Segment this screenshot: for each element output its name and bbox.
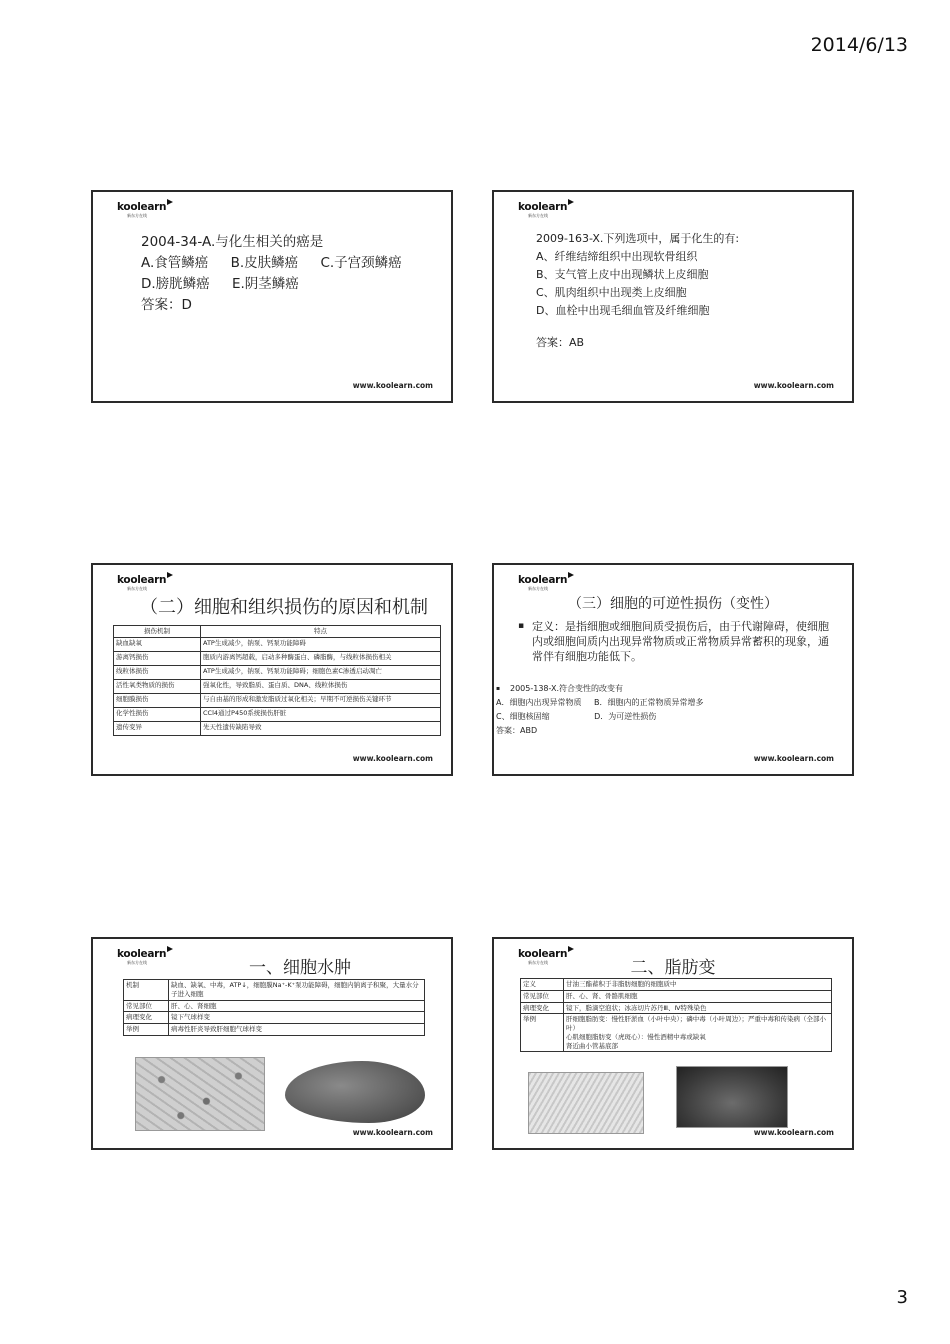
- slide-fatty-change: [492, 937, 854, 1150]
- table-row: [521, 990, 832, 1002]
- option-a: A.食管鳞癌: [141, 255, 209, 271]
- options-row-1: [496, 696, 814, 710]
- table-row: [114, 679, 441, 693]
- options-row-2: [141, 274, 420, 295]
- table-row: [114, 637, 441, 651]
- answer-text: 答案：AB: [536, 336, 585, 349]
- table-cell: 游离钙损伤: [114, 651, 201, 665]
- logo-subtext: 新东方在线: [127, 585, 147, 591]
- table-cell: 机制: [124, 980, 169, 1001]
- table-cell: 活性氧类物质的损伤: [114, 679, 201, 693]
- table-row: [521, 979, 832, 991]
- definition-text: ▪ 定义：是指细胞或细胞间质受损伤后，由于代谢障碍，使细胞内或细胞间质内出现异常物质或正常物质异常蓄积的现象，通常伴有细胞功能低下。: [518, 619, 836, 664]
- slide-reversible-injury: [492, 563, 854, 776]
- logo-text: koolearn: [117, 574, 167, 586]
- table-cell: CCl4通过P450系统损伤肝脏: [201, 707, 441, 721]
- answer-text: 答案：ABD: [496, 726, 538, 735]
- page-number: 3: [896, 1287, 908, 1308]
- koolearn-logo: [117, 202, 166, 218]
- table-cell: ATP生成减少，钠泵、钙泵功能障碍；细胞色素C渗透启动凋亡: [201, 665, 441, 679]
- footer-url: www.koolearn.com: [753, 754, 834, 763]
- logo-text: koolearn: [117, 201, 167, 213]
- slide-metaplasia-question-1: [91, 190, 453, 403]
- logo-subtext: 新东方在线: [127, 959, 147, 965]
- swollen-liver-image: [281, 1057, 433, 1129]
- table-cell: 定义: [521, 979, 564, 991]
- table-cell: 缺血缺氧: [114, 637, 201, 651]
- table-row: [114, 721, 441, 735]
- table-cell: ATP生成减少，钠泵、钙泵功能障碍: [201, 637, 441, 651]
- logo-text: koolearn: [518, 201, 568, 213]
- fatty-liver-micrograph-image: [528, 1072, 644, 1134]
- table-row: [124, 980, 425, 1001]
- table-cell: 强氧化性，导致脂质、蛋白质、DNA、线粒体损伤: [201, 679, 441, 693]
- slide-title: （二）细胞和组织损伤的原因和机制: [140, 597, 428, 618]
- slide-title: （三）细胞的可逆性损伤（变性）: [568, 596, 778, 612]
- option-b: B.皮肤鳞癌: [230, 255, 299, 271]
- table-cell: 先天性遗传缺陷导致: [201, 721, 441, 735]
- table-row: [521, 1014, 832, 1052]
- logo-subtext: 新东方在线: [528, 212, 548, 218]
- option-c: C.子宫颈鳞癌: [320, 255, 402, 271]
- table-cell: 胞质内游离钙超载，启动多种酶蛋白、磷脂酶，与线粒体损伤相关: [201, 651, 441, 665]
- micrograph-ballooning-image: [135, 1057, 265, 1131]
- question-block: [496, 682, 814, 738]
- table-cell: 化学性损伤: [114, 707, 201, 721]
- logo-text: koolearn: [117, 948, 167, 960]
- footer-url: www.koolearn.com: [352, 1128, 433, 1137]
- table-cell: 肝细胞脂肪变：慢性肝淤血（小叶中央）；磷中毒（小叶周边）；严重中毒和传染病（全部小叶） 心肌细胞脂肪变（虎斑心）：慢性酒精中毒或缺氧 肾近曲小管基底部: [564, 1014, 832, 1052]
- logo-subtext: 新东方在线: [127, 212, 147, 218]
- table-header: 损伤机制: [114, 626, 201, 638]
- slide-injury-mechanisms: [91, 563, 453, 776]
- koolearn-logo: [518, 202, 567, 218]
- table-cell: 与自由基的形成和激发脂质过氧化相关；早期不可逆损伤关键环节: [201, 693, 441, 707]
- table-row: [114, 707, 441, 721]
- slide-cellular-swelling: [91, 937, 453, 1150]
- logo-subtext: 新东方在线: [528, 585, 548, 591]
- table-cell: 举例: [521, 1014, 564, 1052]
- table-row: [114, 693, 441, 707]
- option-d: D、血栓中出现毛细血管及纤维细胞: [536, 304, 710, 317]
- koolearn-logo: [518, 575, 567, 591]
- option-c: C、肌肉组织中出现类上皮细胞: [536, 286, 687, 299]
- option-d: D．为可逆性损伤: [594, 712, 657, 721]
- content-block: [496, 619, 836, 738]
- table-cell: 举例: [124, 1024, 169, 1036]
- fatty-change-table: [520, 978, 832, 1052]
- logo-text: koolearn: [518, 948, 568, 960]
- question-block: [141, 232, 420, 316]
- page-date: 2014/6/13: [810, 34, 908, 56]
- table-cell: 遗传变异: [114, 721, 201, 735]
- table-cell: 病理变化: [521, 1002, 564, 1014]
- slide-metaplasia-question-2: [492, 190, 854, 403]
- table-cell: 细胞膜损伤: [114, 693, 201, 707]
- liver-shape: [285, 1061, 425, 1123]
- slide-title: 一、细胞水肿: [249, 958, 351, 978]
- table-cell: 镜下，脂滴空泡状；冰冻切片苏丹Ⅲ、Ⅳ特殊染色: [564, 1002, 832, 1014]
- question-text: ▪ 2005-138-X.符合变性的改变有: [496, 682, 814, 696]
- question-block: [536, 230, 739, 352]
- option-b: B．细胞内的正常物质异常增多: [594, 698, 704, 707]
- table-cell: 缺血、缺氧、中毒，ATP↓，细胞膜Na⁺-K⁺泵功能障碍，细胞内钠离子积聚，大量水分子进入细胞: [169, 980, 425, 1001]
- option-a: A．细胞内出现异常物质: [496, 698, 582, 707]
- swelling-table: [123, 979, 425, 1036]
- table-cell: 肝、心、肾、骨骼肌细胞: [564, 990, 832, 1002]
- table-row: [114, 651, 441, 665]
- footer-url: www.koolearn.com: [753, 1128, 834, 1137]
- options-row-1: [141, 253, 420, 274]
- footer-url: www.koolearn.com: [352, 381, 433, 390]
- question-text: 2004-34-A.与化生相关的癌是: [141, 234, 324, 250]
- table-cell: 甘油三酯蓄积于非脂肪细胞的细胞质中: [564, 979, 832, 991]
- answer-text: 答案：D: [141, 297, 192, 313]
- table-row: [124, 1000, 425, 1012]
- table-row: [124, 1024, 425, 1036]
- logo-text: koolearn: [518, 574, 568, 586]
- table-row: [521, 1002, 832, 1014]
- mechanism-table: [113, 625, 441, 736]
- table-row: [114, 665, 441, 679]
- koolearn-logo: [117, 575, 166, 591]
- table-header-row: [114, 626, 441, 638]
- table-cell: 常见部位: [521, 990, 564, 1002]
- slide-title: 二、脂肪变: [630, 958, 716, 978]
- option-e: E.阴茎鳞癌: [231, 276, 299, 292]
- footer-url: www.koolearn.com: [352, 754, 433, 763]
- table-cell: 线粒体损伤: [114, 665, 201, 679]
- table-cell: 病理变化: [124, 1012, 169, 1024]
- tiger-heart-image: [676, 1066, 788, 1128]
- option-a: A、纤维结缔组织中出现软骨组织: [536, 250, 698, 263]
- logo-subtext: 新东方在线: [528, 959, 548, 965]
- table-cell: 病毒性肝炎导致肝细胞气球样变: [169, 1024, 425, 1036]
- table-row: [124, 1012, 425, 1024]
- table-cell: 肝、心、肾细胞: [169, 1000, 425, 1012]
- options-row-2: [496, 710, 814, 724]
- option-c: C、细胞核固缩: [496, 712, 550, 721]
- option-d: D.膀胱鳞癌: [141, 276, 210, 292]
- table-cell: 常见部位: [124, 1000, 169, 1012]
- table-cell: 镜下气球样变: [169, 1012, 425, 1024]
- option-b: B、支气管上皮中出现鳞状上皮细胞: [536, 268, 709, 281]
- footer-url: www.koolearn.com: [753, 381, 834, 390]
- table-header: 特点: [201, 626, 441, 638]
- question-text: 2009-163-X.下列选项中，属于化生的有:: [536, 232, 740, 245]
